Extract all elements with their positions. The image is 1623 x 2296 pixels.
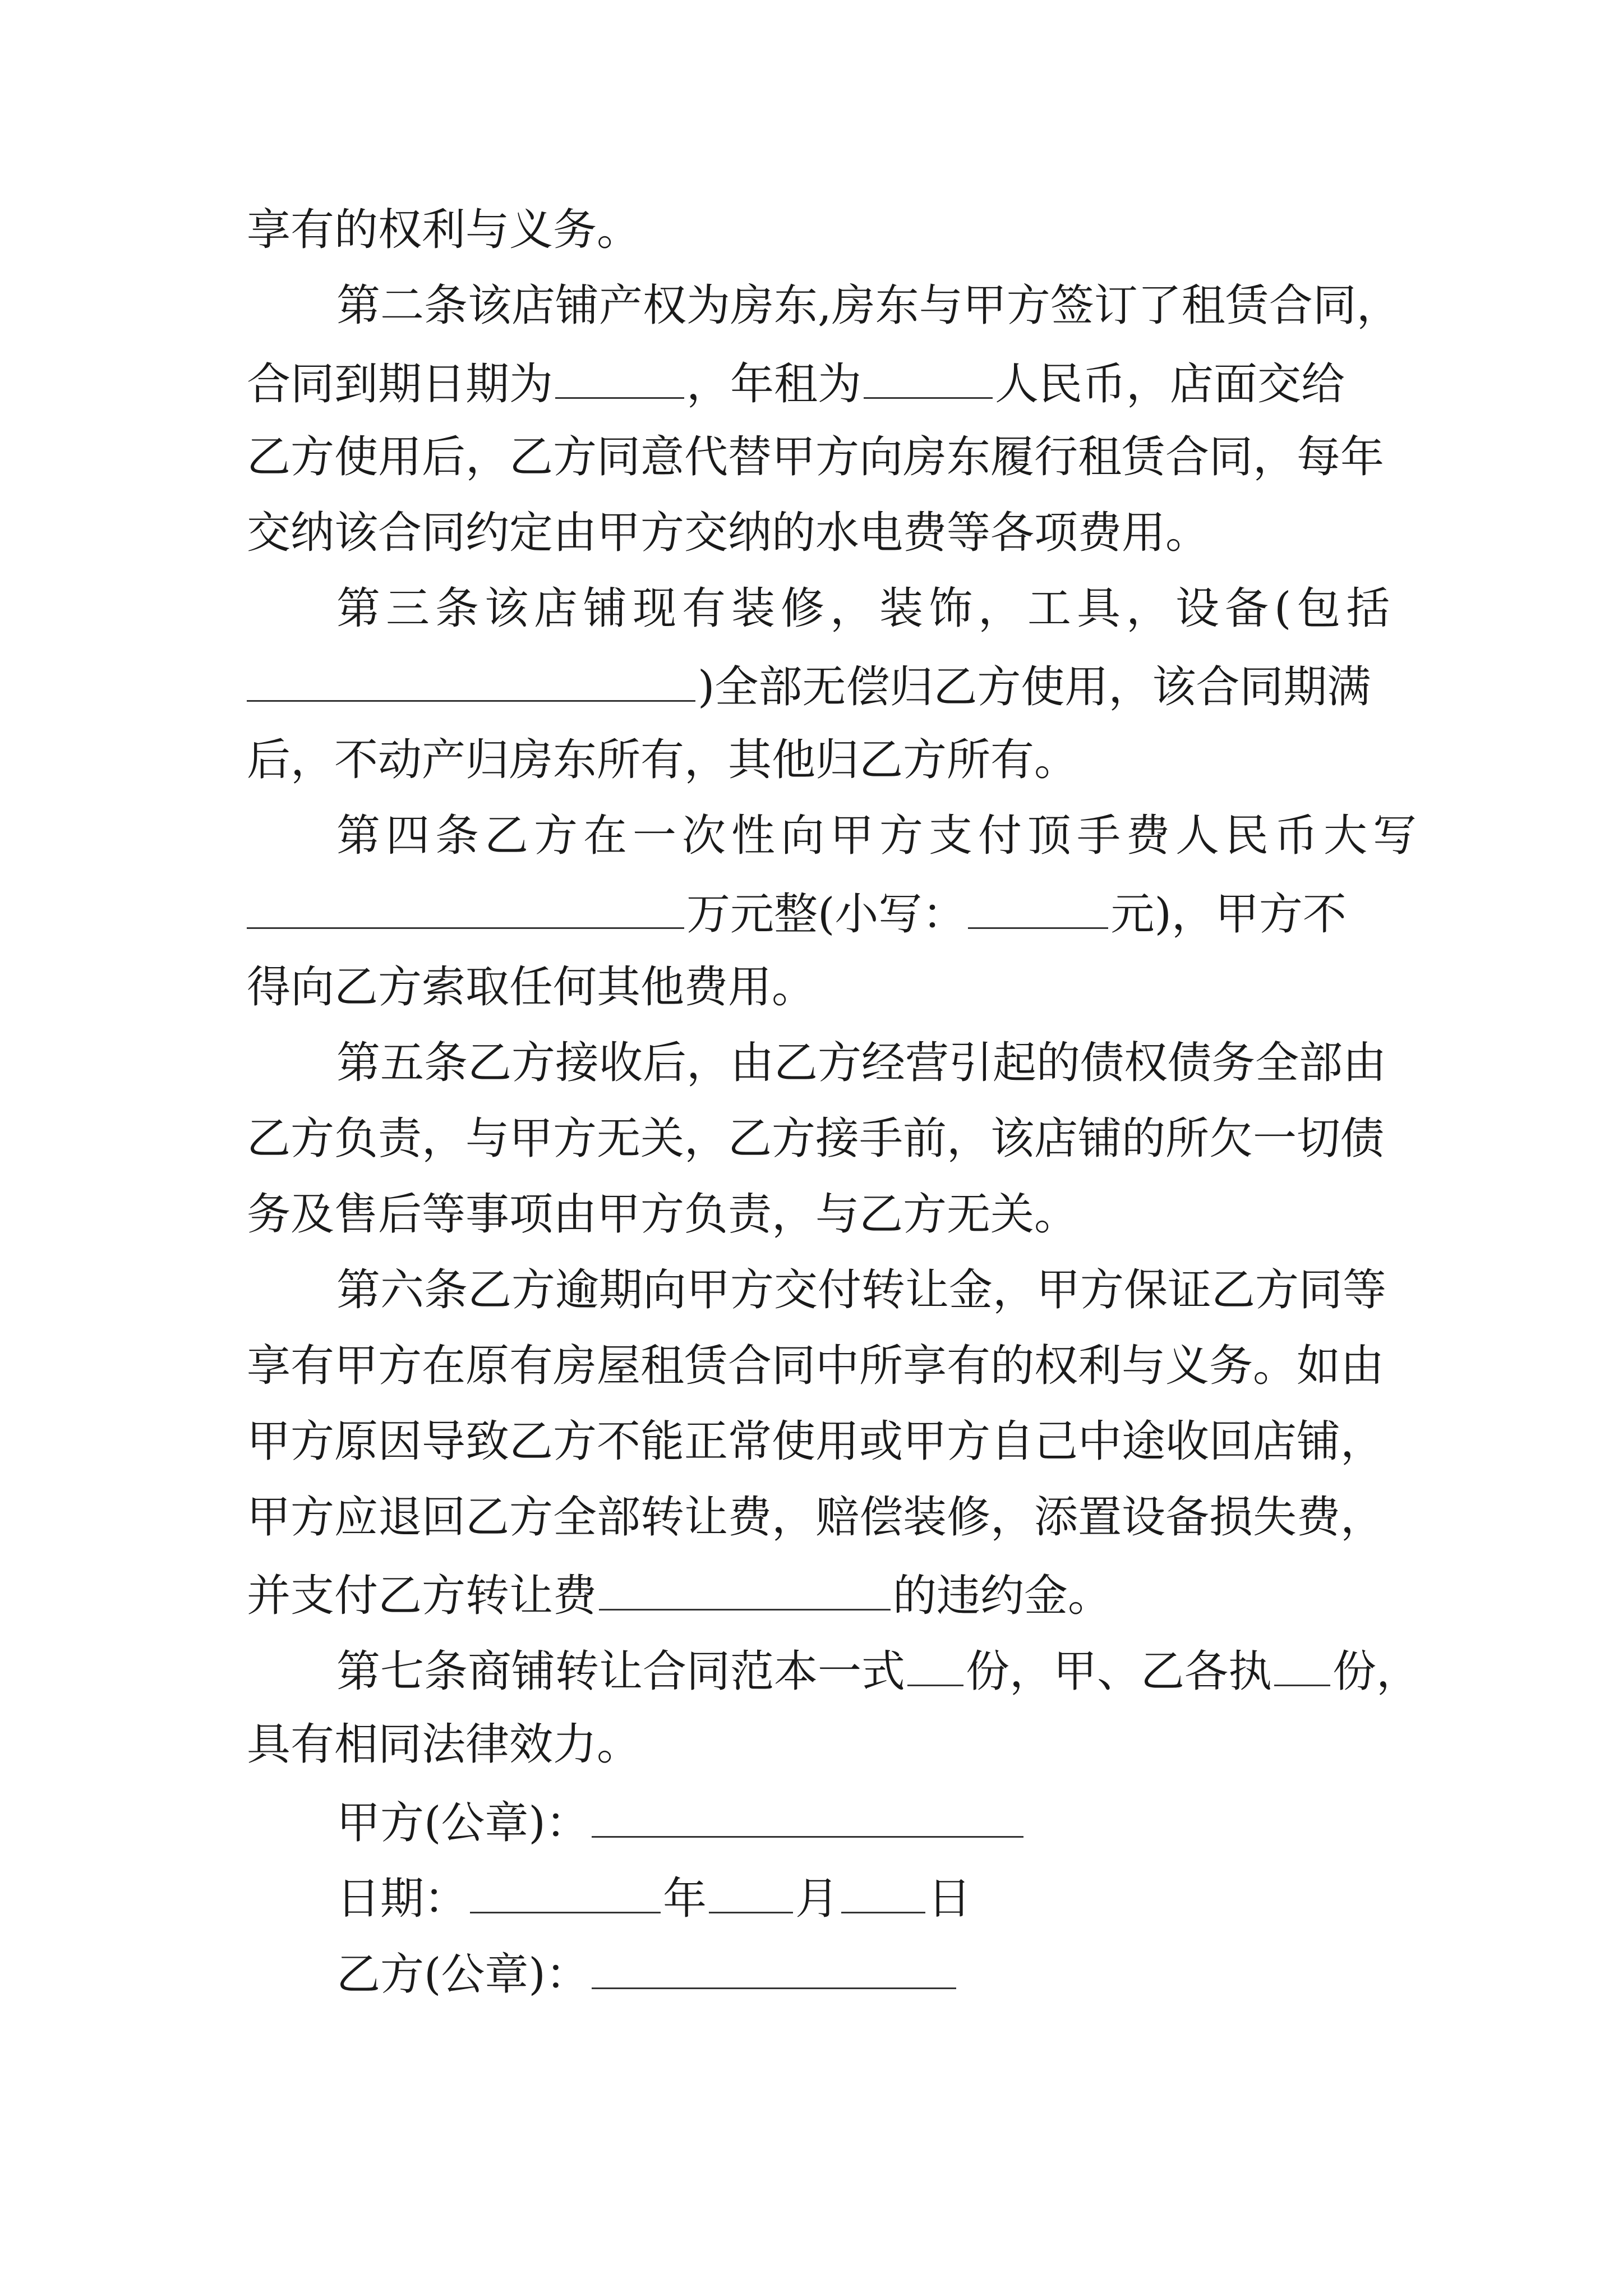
copies-total-blank[interactable]	[907, 1641, 963, 1686]
contract-line: 并支付乙方转让费 的违约金。	[247, 1565, 1112, 1624]
contract-line: 享有的权利与义务。	[247, 205, 641, 255]
contract-line: 享有甲方在原有房屋租赁合同中所享有的权利与义务。如由	[247, 1341, 1385, 1391]
clause-7-heading-line: 第七条商铺转让合同范本一式 份，甲、乙各执 份，	[336, 1641, 1420, 1700]
clause-6-heading-line: 第六条乙方逾期向甲方交付转让金，甲方保证乙方同等	[336, 1265, 1387, 1315]
contract-line: 合同到期日期为 ，年租为 人民币，店面交给	[247, 353, 1345, 412]
annual-rent-blank[interactable]	[864, 353, 993, 399]
contract-line: 后，不动产归房东所有，其他归乙方所有。	[247, 735, 1078, 785]
contract-line: 交纳该合同约定由甲方交纳的水电费等各项费用。	[247, 508, 1210, 558]
contract-line: 乙方使用后，乙方同意代替甲方向房东履行租赁合同，每年	[247, 432, 1385, 482]
contract-line: 万元整(小写： 元)，甲方不	[247, 884, 1347, 942]
expiry-date-blank[interactable]	[555, 353, 684, 399]
contract-line: 甲方原因导致乙方不能正常使用或甲方自己中途收回店铺，	[247, 1416, 1385, 1467]
clause-4-heading-line: 第四条乙方在一次性向甲方支付顶手费人民币大写	[336, 811, 1423, 861]
party-a-seal-blank[interactable]	[592, 1792, 1023, 1838]
clause-5-heading-line: 第五条乙方接收后，由乙方经营引起的债权债务全部由	[336, 1038, 1387, 1088]
contract-line: 乙方负责，与甲方无关，乙方接手前，该店铺的所欠一切债	[247, 1114, 1385, 1164]
contract-line: 具有相同法律效力。	[247, 1719, 641, 1770]
contract-line: 甲方应退回乙方全部转让费，赔偿装修，添置设备损失费，	[247, 1492, 1385, 1543]
party-b-seal-blank[interactable]	[592, 1944, 956, 1989]
clause-3-heading-line: 第三条该店铺现有装修，装饰，工具，设备(包括	[336, 583, 1396, 634]
day-blank[interactable]	[841, 1868, 925, 1913]
party-b-seal-line: 乙方(公章)：	[336, 1944, 958, 2003]
equipment-list-blank[interactable]	[247, 656, 695, 702]
amount-uppercase-blank[interactable]	[247, 884, 684, 929]
copies-each-blank[interactable]	[1274, 1641, 1330, 1686]
penalty-blank[interactable]	[599, 1565, 891, 1611]
date-line: 日期： 年 月 日	[336, 1868, 971, 1927]
contract-line: 得向乙方索取任何其他费用。	[247, 962, 816, 1013]
year-blank[interactable]	[470, 1868, 661, 1913]
contract-line: )全部无偿归乙方使用，该合同期满	[247, 656, 1371, 715]
contract-line: 务及售后等事项由甲方负责，与乙方无关。	[247, 1189, 1078, 1240]
party-a-seal-line: 甲方(公章)：	[336, 1792, 1026, 1851]
month-blank[interactable]	[709, 1868, 793, 1913]
amount-lowercase-blank[interactable]	[968, 884, 1108, 929]
clause-2-heading-line: 第二条该店铺产权为房东,房东与甲方签订了租赁合同，	[336, 280, 1400, 331]
